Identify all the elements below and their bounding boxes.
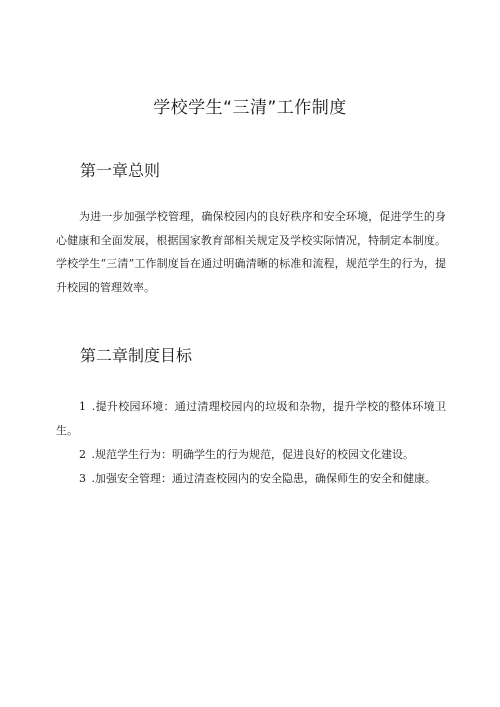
document-title: 学校学生“三清”工作制度 bbox=[153, 98, 347, 118]
goal-item-1 bbox=[56, 395, 446, 442]
chapter-1-heading: 第一章总则 bbox=[80, 161, 161, 180]
goal-item-1-text: 提升校园环境：通过清理校园内的垃圾和杂物，提升学校的整体环境卫生。 bbox=[56, 400, 446, 437]
goal-item-2-text: 规范学生行为：明确学生的行为规范，促进良好的校园文化建设。 bbox=[95, 448, 414, 461]
chapter-1-paragraph: 为进一步加强学校管理，确保校园内的良好秩序和安全环境，促进学生的身心健康和全面发展，根据国家教育部相关规定及学校实际情况，特制定本制度。学校学生“三清”工作制度旨在通过明确清晰的标准和流程，规范学生的行为，提升校园的管理效率。 bbox=[56, 210, 446, 294]
goal-item-2-separator: . bbox=[88, 448, 95, 461]
chapter-2-heading: 第二章制度目标 bbox=[80, 346, 193, 365]
goal-item-2 bbox=[56, 443, 446, 467]
goal-item-2-number: 2 bbox=[79, 448, 86, 461]
goal-item-1-separator: . bbox=[88, 400, 96, 413]
goal-item-3 bbox=[56, 467, 446, 491]
goal-item-3-text: 加强安全管理：通过清查校园内的安全隐患，确保师生的安全和健康。 bbox=[95, 472, 436, 485]
goal-item-3-separator: . bbox=[88, 472, 95, 485]
goal-item-1-number: 1 bbox=[79, 400, 86, 413]
goal-item-3-number: 3 bbox=[79, 472, 86, 485]
